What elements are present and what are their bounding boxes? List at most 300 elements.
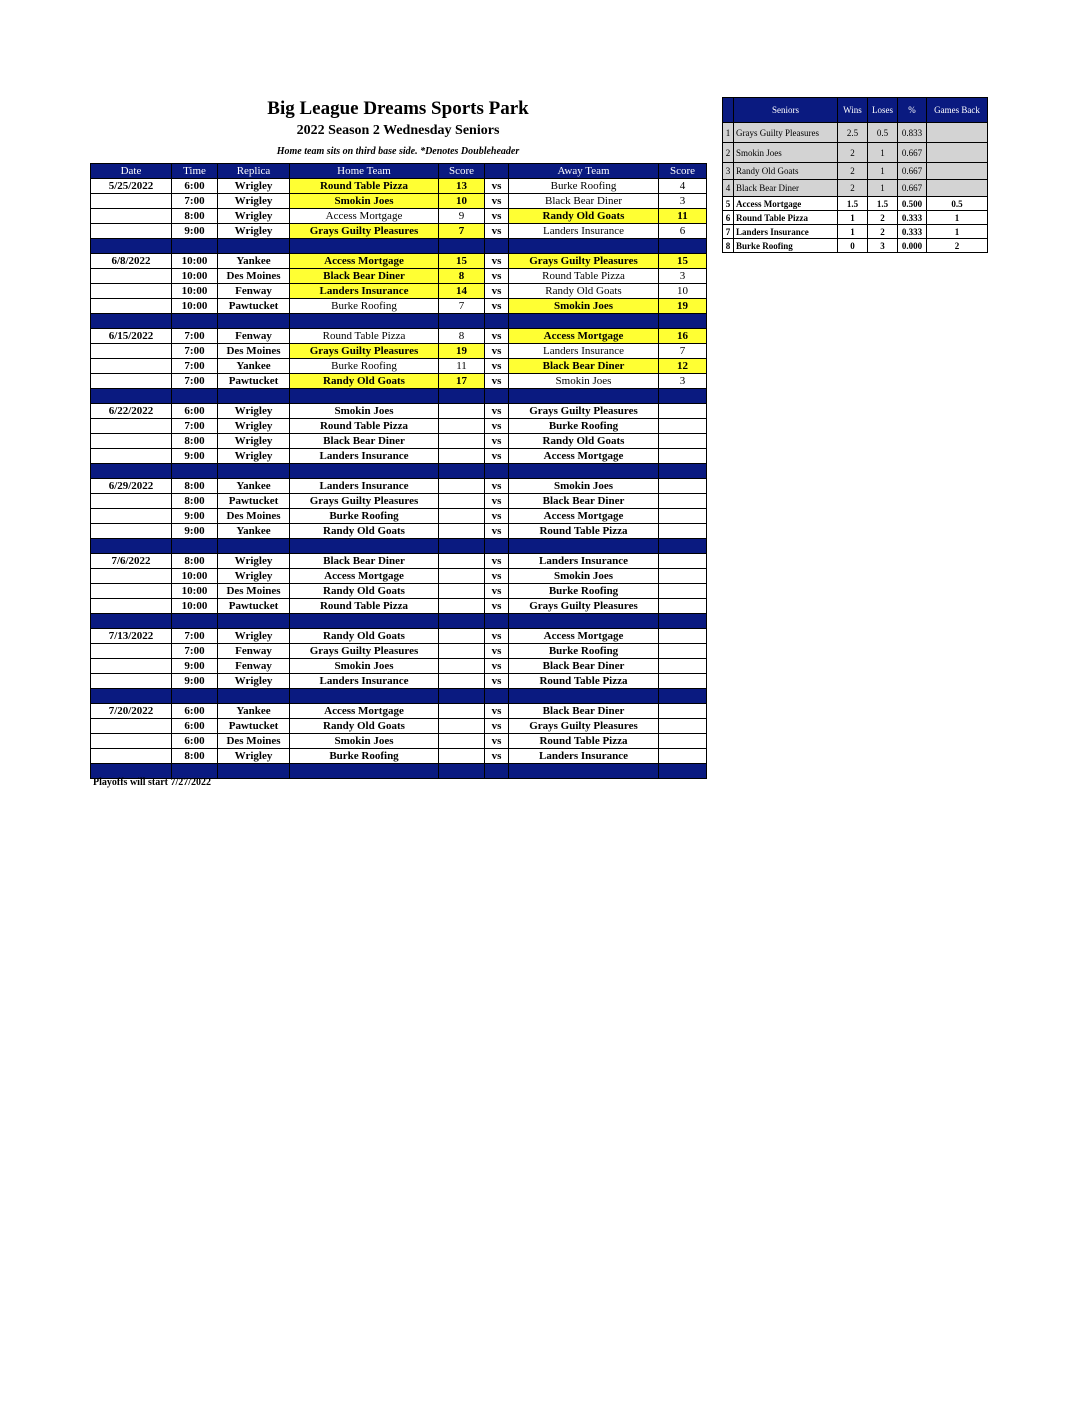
vs-label: vs bbox=[485, 659, 509, 674]
away-score: 6 bbox=[659, 224, 707, 239]
separator-cell bbox=[485, 314, 509, 329]
standings-games-back bbox=[927, 123, 988, 143]
game-row bbox=[91, 269, 707, 284]
away-team: Grays Guilty Pleasures bbox=[509, 404, 659, 419]
separator-cell bbox=[290, 614, 439, 629]
home-team: Smokin Joes bbox=[290, 659, 439, 674]
standings-wins: 2 bbox=[838, 180, 868, 197]
game-time: 7:00 bbox=[172, 194, 218, 209]
away-team: Burke Roofing bbox=[509, 584, 659, 599]
game-date bbox=[91, 749, 172, 764]
separator-cell bbox=[91, 614, 172, 629]
vs-label: vs bbox=[485, 254, 509, 269]
schedule-header bbox=[91, 164, 707, 179]
game-date bbox=[91, 419, 172, 434]
standings-team: Burke Roofing bbox=[734, 239, 838, 253]
game-field: Wrigley bbox=[218, 629, 290, 644]
vs-label: vs bbox=[485, 449, 509, 464]
game-date bbox=[91, 569, 172, 584]
game-field: Wrigley bbox=[218, 674, 290, 689]
separator-cell bbox=[509, 764, 659, 779]
game-field: Pawtucket bbox=[218, 599, 290, 614]
home-team: Grays Guilty Pleasures bbox=[290, 644, 439, 659]
separator-cell bbox=[509, 539, 659, 554]
vs-label: vs bbox=[485, 524, 509, 539]
week-separator bbox=[91, 389, 707, 404]
game-time: 8:00 bbox=[172, 494, 218, 509]
standings-row bbox=[723, 163, 988, 180]
vs-label: vs bbox=[485, 224, 509, 239]
standings-games-back bbox=[927, 143, 988, 163]
home-score: 8 bbox=[439, 269, 485, 284]
standings-loses: 1 bbox=[868, 180, 898, 197]
away-score bbox=[659, 704, 707, 719]
away-team: Black Bear Diner bbox=[509, 494, 659, 509]
separator-cell bbox=[172, 614, 218, 629]
vs-label: vs bbox=[485, 704, 509, 719]
game-date bbox=[91, 374, 172, 389]
standings-row bbox=[723, 197, 988, 211]
game-field: Yankee bbox=[218, 479, 290, 494]
separator-cell bbox=[290, 464, 439, 479]
game-time: 7:00 bbox=[172, 374, 218, 389]
standings-loses: 2 bbox=[868, 225, 898, 239]
standings-body bbox=[723, 123, 988, 253]
away-score: 16 bbox=[659, 329, 707, 344]
game-time: 8:00 bbox=[172, 434, 218, 449]
home-score: 17 bbox=[439, 374, 485, 389]
col-away-score-header: Score bbox=[659, 164, 707, 179]
standings-pct: 0.333 bbox=[898, 225, 927, 239]
game-time: 9:00 bbox=[172, 449, 218, 464]
game-time: 9:00 bbox=[172, 659, 218, 674]
separator-cell bbox=[91, 239, 172, 254]
standings-rank: 1 bbox=[723, 123, 734, 143]
separator-cell bbox=[218, 539, 290, 554]
game-row bbox=[91, 509, 707, 524]
separator-cell bbox=[439, 239, 485, 254]
game-time: 6:00 bbox=[172, 704, 218, 719]
standings-wins: 1 bbox=[838, 225, 868, 239]
game-date: 7/6/2022 bbox=[91, 554, 172, 569]
vs-label: vs bbox=[485, 599, 509, 614]
home-score: 7 bbox=[439, 224, 485, 239]
home-team: Landers Insurance bbox=[290, 674, 439, 689]
game-date: 6/15/2022 bbox=[91, 329, 172, 344]
home-score: 13 bbox=[439, 179, 485, 194]
away-team: Black Bear Diner bbox=[509, 659, 659, 674]
vs-label: vs bbox=[485, 719, 509, 734]
game-time: 7:00 bbox=[172, 644, 218, 659]
away-team: Landers Insurance bbox=[509, 224, 659, 239]
game-row bbox=[91, 644, 707, 659]
game-time: 10:00 bbox=[172, 269, 218, 284]
vs-label: vs bbox=[485, 569, 509, 584]
game-time: 10:00 bbox=[172, 254, 218, 269]
game-field: Wrigley bbox=[218, 194, 290, 209]
away-team: Round Table Pizza bbox=[509, 269, 659, 284]
separator-cell bbox=[509, 464, 659, 479]
standings-games-back: 1 bbox=[927, 225, 988, 239]
game-date bbox=[91, 719, 172, 734]
game-row bbox=[91, 194, 707, 209]
standings-row bbox=[723, 180, 988, 197]
standings-loses: 1.5 bbox=[868, 197, 898, 211]
separator-cell bbox=[659, 389, 707, 404]
away-score: 12 bbox=[659, 359, 707, 374]
away-team: Access Mortgage bbox=[509, 629, 659, 644]
separator-cell bbox=[485, 239, 509, 254]
separator-cell bbox=[172, 239, 218, 254]
game-time: 9:00 bbox=[172, 524, 218, 539]
standings-team: Grays Guilty Pleasures bbox=[734, 123, 838, 143]
game-row bbox=[91, 254, 707, 269]
game-row bbox=[91, 629, 707, 644]
game-row bbox=[91, 434, 707, 449]
standings-row bbox=[723, 239, 988, 253]
home-score bbox=[439, 434, 485, 449]
home-team: Landers Insurance bbox=[290, 479, 439, 494]
home-team: Randy Old Goats bbox=[290, 584, 439, 599]
col-home-score-header: Score bbox=[439, 164, 485, 179]
standings-row bbox=[723, 143, 988, 163]
vs-label: vs bbox=[485, 344, 509, 359]
standings-games-back: 1 bbox=[927, 211, 988, 225]
game-field: Yankee bbox=[218, 704, 290, 719]
game-row bbox=[91, 299, 707, 314]
game-field: Wrigley bbox=[218, 449, 290, 464]
game-date: 6/8/2022 bbox=[91, 254, 172, 269]
vs-label: vs bbox=[485, 749, 509, 764]
home-score: 9 bbox=[439, 209, 485, 224]
vs-label: vs bbox=[485, 509, 509, 524]
home-score: 7 bbox=[439, 299, 485, 314]
game-row bbox=[91, 659, 707, 674]
away-score bbox=[659, 419, 707, 434]
home-score bbox=[439, 704, 485, 719]
game-date bbox=[91, 494, 172, 509]
game-field: Wrigley bbox=[218, 224, 290, 239]
game-date: 7/20/2022 bbox=[91, 704, 172, 719]
game-row bbox=[91, 284, 707, 299]
away-team: Round Table Pizza bbox=[509, 734, 659, 749]
standings-loses: 2 bbox=[868, 211, 898, 225]
separator-cell bbox=[290, 539, 439, 554]
home-score bbox=[439, 509, 485, 524]
vs-label: vs bbox=[485, 419, 509, 434]
away-score bbox=[659, 494, 707, 509]
game-field: Wrigley bbox=[218, 434, 290, 449]
standings-table bbox=[722, 97, 988, 253]
home-team: Smokin Joes bbox=[290, 194, 439, 209]
home-score bbox=[439, 419, 485, 434]
standings-games-back: 2 bbox=[927, 239, 988, 253]
game-row bbox=[91, 734, 707, 749]
home-team: Access Mortgage bbox=[290, 209, 439, 224]
separator-cell bbox=[91, 314, 172, 329]
away-team: Grays Guilty Pleasures bbox=[509, 599, 659, 614]
away-team: Randy Old Goats bbox=[509, 434, 659, 449]
game-row bbox=[91, 419, 707, 434]
game-date bbox=[91, 344, 172, 359]
game-time: 9:00 bbox=[172, 509, 218, 524]
vs-label: vs bbox=[485, 299, 509, 314]
game-row bbox=[91, 494, 707, 509]
vs-label: vs bbox=[485, 284, 509, 299]
game-date bbox=[91, 359, 172, 374]
away-score bbox=[659, 734, 707, 749]
home-score bbox=[439, 719, 485, 734]
game-row bbox=[91, 209, 707, 224]
standings-pct: 0.667 bbox=[898, 163, 927, 180]
game-row bbox=[91, 179, 707, 194]
game-time: 7:00 bbox=[172, 419, 218, 434]
game-row bbox=[91, 404, 707, 419]
home-team: Black Bear Diner bbox=[290, 434, 439, 449]
week-separator bbox=[91, 239, 707, 254]
separator-cell bbox=[439, 464, 485, 479]
game-time: 8:00 bbox=[172, 479, 218, 494]
separator-cell bbox=[509, 689, 659, 704]
away-team: Landers Insurance bbox=[509, 344, 659, 359]
standings-rank: 2 bbox=[723, 143, 734, 163]
standings-team: Black Bear Diner bbox=[734, 180, 838, 197]
game-time: 9:00 bbox=[172, 674, 218, 689]
vs-label: vs bbox=[485, 629, 509, 644]
vs-label: vs bbox=[485, 674, 509, 689]
game-field: Des Moines bbox=[218, 584, 290, 599]
home-team: Randy Old Goats bbox=[290, 524, 439, 539]
separator-cell bbox=[659, 539, 707, 554]
away-score: 11 bbox=[659, 209, 707, 224]
away-team: Randy Old Goats bbox=[509, 209, 659, 224]
standings-loses: 3 bbox=[868, 239, 898, 253]
away-score bbox=[659, 599, 707, 614]
home-team: Round Table Pizza bbox=[290, 599, 439, 614]
game-field: Fenway bbox=[218, 644, 290, 659]
standings-pct: 0.667 bbox=[898, 180, 927, 197]
game-time: 7:00 bbox=[172, 629, 218, 644]
separator-cell bbox=[439, 764, 485, 779]
separator-cell bbox=[290, 239, 439, 254]
game-row bbox=[91, 584, 707, 599]
away-team: Round Table Pizza bbox=[509, 524, 659, 539]
away-team: Smokin Joes bbox=[509, 479, 659, 494]
home-score bbox=[439, 479, 485, 494]
game-date bbox=[91, 734, 172, 749]
standings-row bbox=[723, 211, 988, 225]
vs-label: vs bbox=[485, 179, 509, 194]
week-separator bbox=[91, 614, 707, 629]
separator-cell bbox=[439, 539, 485, 554]
game-date: 6/29/2022 bbox=[91, 479, 172, 494]
home-team: Black Bear Diner bbox=[290, 269, 439, 284]
game-time: 10:00 bbox=[172, 284, 218, 299]
separator-cell bbox=[172, 539, 218, 554]
standings-row bbox=[723, 225, 988, 239]
separator-cell bbox=[172, 389, 218, 404]
away-score bbox=[659, 509, 707, 524]
game-time: 10:00 bbox=[172, 599, 218, 614]
home-score bbox=[439, 644, 485, 659]
separator-cell bbox=[485, 389, 509, 404]
standings-rank: 7 bbox=[723, 225, 734, 239]
away-score bbox=[659, 434, 707, 449]
away-team: Randy Old Goats bbox=[509, 284, 659, 299]
game-time: 8:00 bbox=[172, 749, 218, 764]
vs-label: vs bbox=[485, 479, 509, 494]
separator-cell bbox=[485, 764, 509, 779]
game-time: 7:00 bbox=[172, 344, 218, 359]
away-team: Black Bear Diner bbox=[509, 359, 659, 374]
home-score bbox=[439, 569, 485, 584]
away-score: 3 bbox=[659, 374, 707, 389]
home-team: Burke Roofing bbox=[290, 359, 439, 374]
col-home-team-header: Home Team bbox=[290, 164, 439, 179]
separator-cell bbox=[172, 314, 218, 329]
standings-wins: 1.5 bbox=[838, 197, 868, 211]
separator-cell bbox=[659, 614, 707, 629]
vs-label: vs bbox=[485, 554, 509, 569]
standings-rank: 6 bbox=[723, 211, 734, 225]
home-team: Landers Insurance bbox=[290, 284, 439, 299]
game-date bbox=[91, 584, 172, 599]
away-score bbox=[659, 569, 707, 584]
standings-pct: 0.500 bbox=[898, 197, 927, 211]
game-row bbox=[91, 719, 707, 734]
separator-cell bbox=[485, 614, 509, 629]
standings-rank: 5 bbox=[723, 197, 734, 211]
game-date bbox=[91, 194, 172, 209]
standings-pct: 0.000 bbox=[898, 239, 927, 253]
vs-label: vs bbox=[485, 269, 509, 284]
vs-label: vs bbox=[485, 434, 509, 449]
game-row bbox=[91, 524, 707, 539]
standings-wins-header: Wins bbox=[838, 98, 868, 123]
vs-label: vs bbox=[485, 494, 509, 509]
game-date bbox=[91, 299, 172, 314]
home-score: 8 bbox=[439, 329, 485, 344]
away-score bbox=[659, 554, 707, 569]
away-score: 15 bbox=[659, 254, 707, 269]
standings-games-back: 0.5 bbox=[927, 197, 988, 211]
away-team: Landers Insurance bbox=[509, 554, 659, 569]
col-away-team-header: Away Team bbox=[509, 164, 659, 179]
separator-cell bbox=[509, 614, 659, 629]
separator-cell bbox=[509, 389, 659, 404]
game-date bbox=[91, 509, 172, 524]
game-field: Pawtucket bbox=[218, 374, 290, 389]
away-team: Access Mortgage bbox=[509, 329, 659, 344]
separator-cell bbox=[290, 314, 439, 329]
game-field: Des Moines bbox=[218, 344, 290, 359]
home-score bbox=[439, 524, 485, 539]
game-date: 7/13/2022 bbox=[91, 629, 172, 644]
away-team: Grays Guilty Pleasures bbox=[509, 254, 659, 269]
away-score bbox=[659, 644, 707, 659]
away-team: Burke Roofing bbox=[509, 179, 659, 194]
game-time: 9:00 bbox=[172, 224, 218, 239]
home-team: Smokin Joes bbox=[290, 734, 439, 749]
separator-cell bbox=[659, 464, 707, 479]
away-team: Grays Guilty Pleasures bbox=[509, 719, 659, 734]
away-score bbox=[659, 479, 707, 494]
standings-team: Smokin Joes bbox=[734, 143, 838, 163]
col-date-header: Date bbox=[91, 164, 172, 179]
standings-wins: 2.5 bbox=[838, 123, 868, 143]
standings-loses: 1 bbox=[868, 163, 898, 180]
vs-label: vs bbox=[485, 329, 509, 344]
away-score bbox=[659, 659, 707, 674]
standings-gb-header: Games Back bbox=[927, 98, 988, 123]
standings-wins: 2 bbox=[838, 143, 868, 163]
vs-label: vs bbox=[485, 584, 509, 599]
separator-cell bbox=[91, 389, 172, 404]
separator-cell bbox=[218, 239, 290, 254]
separator-cell bbox=[485, 689, 509, 704]
standings-games-back bbox=[927, 163, 988, 180]
standings-pct: 0.833 bbox=[898, 123, 927, 143]
away-team: Smokin Joes bbox=[509, 299, 659, 314]
game-field: Fenway bbox=[218, 329, 290, 344]
home-score: 14 bbox=[439, 284, 485, 299]
home-team: Burke Roofing bbox=[290, 299, 439, 314]
game-row bbox=[91, 344, 707, 359]
game-field: Wrigley bbox=[218, 404, 290, 419]
away-team: Smokin Joes bbox=[509, 569, 659, 584]
schedule-body bbox=[91, 179, 707, 779]
home-team: Round Table Pizza bbox=[290, 419, 439, 434]
game-date bbox=[91, 434, 172, 449]
away-team: Black Bear Diner bbox=[509, 194, 659, 209]
standings-team: Access Mortgage bbox=[734, 197, 838, 211]
separator-cell bbox=[172, 689, 218, 704]
game-row bbox=[91, 749, 707, 764]
home-score bbox=[439, 494, 485, 509]
game-field: Yankee bbox=[218, 254, 290, 269]
separator-cell bbox=[439, 614, 485, 629]
game-date bbox=[91, 449, 172, 464]
away-score bbox=[659, 719, 707, 734]
separator-cell bbox=[659, 764, 707, 779]
home-score bbox=[439, 449, 485, 464]
away-score: 19 bbox=[659, 299, 707, 314]
standings-header bbox=[723, 98, 988, 123]
vs-label: vs bbox=[485, 404, 509, 419]
away-score bbox=[659, 749, 707, 764]
away-team: Round Table Pizza bbox=[509, 674, 659, 689]
home-score bbox=[439, 659, 485, 674]
away-score: 7 bbox=[659, 344, 707, 359]
week-separator bbox=[91, 314, 707, 329]
vs-label: vs bbox=[485, 209, 509, 224]
vs-label: vs bbox=[485, 359, 509, 374]
separator-cell bbox=[290, 389, 439, 404]
game-row bbox=[91, 674, 707, 689]
separator-cell bbox=[91, 689, 172, 704]
standings-pct: 0.667 bbox=[898, 143, 927, 163]
separator-cell bbox=[218, 614, 290, 629]
away-score bbox=[659, 449, 707, 464]
separator-cell bbox=[439, 689, 485, 704]
separator-cell bbox=[659, 239, 707, 254]
away-score bbox=[659, 404, 707, 419]
game-date bbox=[91, 284, 172, 299]
game-date bbox=[91, 599, 172, 614]
standings-row bbox=[723, 123, 988, 143]
away-score bbox=[659, 674, 707, 689]
game-date bbox=[91, 524, 172, 539]
